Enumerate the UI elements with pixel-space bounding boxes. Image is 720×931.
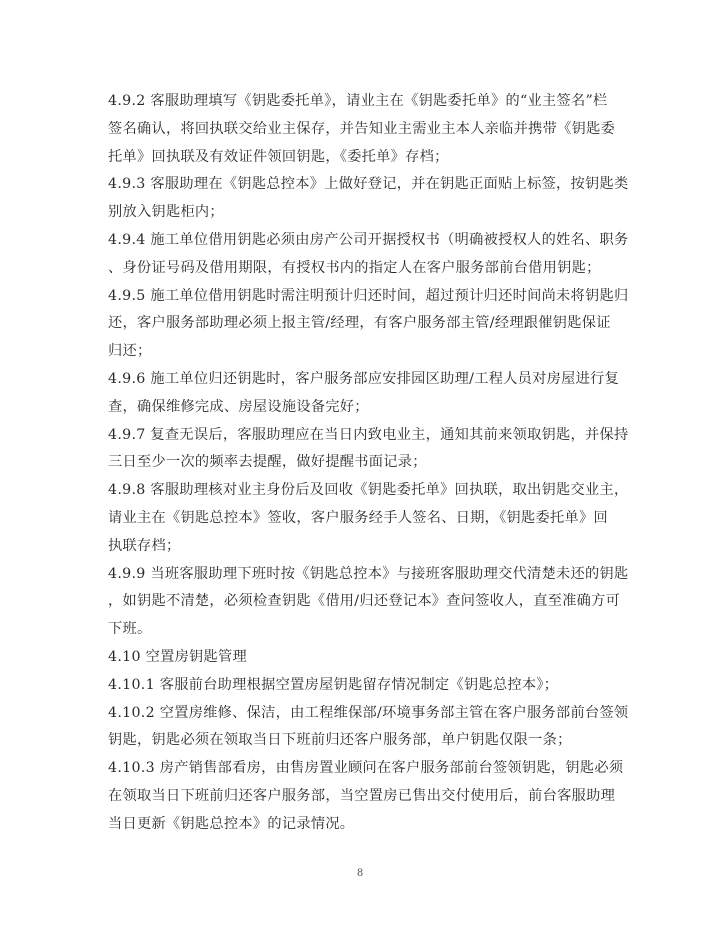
paragraph (108, 227, 628, 283)
document-body (108, 88, 628, 839)
paragraph (108, 422, 628, 478)
paragraph (108, 644, 628, 672)
text-line: ，如钥匙不清楚，必须检查钥匙《借用/归还登记本》查问签收人，直至准确方可 (108, 593, 621, 610)
paragraph (108, 700, 628, 756)
paragraph (108, 755, 628, 838)
text-line: 4.9.2 客服助理填写《钥匙委托单》，请业主在《钥匙委托单》的“业主签名”栏 (108, 93, 608, 109)
text-line: 4.10.2 空置房维修、保洁，由工程维保部/环境事务部主管在客户服务部前台签领 (108, 704, 629, 721)
text-line: 还，客户服务部助理必须上报主管/经理，有客户服务部主管/经理跟催钥匙保证 (108, 315, 611, 332)
paragraph (108, 88, 628, 171)
text-line: 在领取当日下班前归还客户服务部，当空置房已售出交付使用后，前台客服助理 (108, 787, 616, 804)
text-line: 4.9.4 施工单位借用钥匙必须由房产公司开据授权书（明确被授权人的姓名、职务 (108, 231, 629, 248)
text-line: 别放入钥匙柜内； (108, 204, 224, 221)
text-line: 4.9.3 客服助理在《钥匙总控本》上做好登记，并在钥匙正面贴上标签，按钥匙类 (108, 176, 629, 193)
page-number: 8 (356, 868, 364, 879)
text-line: 查，确保维修完成、房屋设施设备完好； (108, 398, 369, 415)
text-line: 下班。 (108, 621, 152, 638)
text-line: 托单》回执联及有效证件领回钥匙，《委托单》存档； (108, 148, 449, 165)
paragraph (108, 171, 628, 227)
text-line: 归还； (108, 343, 152, 360)
text-line: 签名确认，将回执联交给业主保存，并告知业主需业主本人亲临并携带《钥匙委 (108, 120, 616, 137)
text-line: 4.9.7 复查无误后，客服助理应在当日内致电业主，通知其前来领取钥匙，并保持 (108, 426, 629, 443)
text-line: 4.9.6 施工单位归还钥匙时，客户服务部应安排园区助理/工程人员对房屋进行复 (108, 370, 620, 387)
text-line: 4.9.5 施工单位借用钥匙时需注明预计归还时间，超过预计归还时间尚未将钥匙归 (108, 287, 629, 304)
paragraph (108, 672, 628, 700)
text-line: 钥匙，钥匙必须在领取当日下班前归还客户服务部，单户钥匙仅限一条； (108, 732, 572, 749)
text-line: 4.10 空置房钥匙管理 (108, 648, 248, 665)
text-line: 4.9.9 当班客服助理下班时按《钥匙总控本》与接班客服助理交代清楚未还的钥匙 (108, 565, 629, 582)
paragraph (108, 283, 628, 366)
paragraph (108, 477, 628, 560)
text-line: 、身份证号码及借用期限，有授权书内的指定人在客户服务部前台借用钥匙； (108, 259, 601, 276)
text-line: 请业主在《钥匙总控本》签收，客户服务经手人签名、日期，《钥匙委托单》回 (108, 509, 608, 526)
text-line: 4.10.1 客服前台助理根据空置房屋钥匙留存情况制定《钥匙总控本》； (108, 676, 559, 693)
text-line: 当日更新《钥匙总控本》的记录情况。 (108, 815, 355, 832)
text-line: 三日至少一次的频率去提醒，做好提醒书面记录； (108, 454, 427, 471)
paragraph (108, 561, 628, 644)
text-line: 4.9.8 客服助理核对业主身份后及回收《钥匙委托单》回执联，取出钥匙交业主， (108, 482, 629, 499)
paragraph (108, 366, 628, 422)
text-line: 执联存档； (108, 537, 181, 554)
text-line: 4.10.3 房产销售部看房，由售房置业顾问在客户服务部前台签领钥匙，钥匙必须 (108, 760, 624, 777)
